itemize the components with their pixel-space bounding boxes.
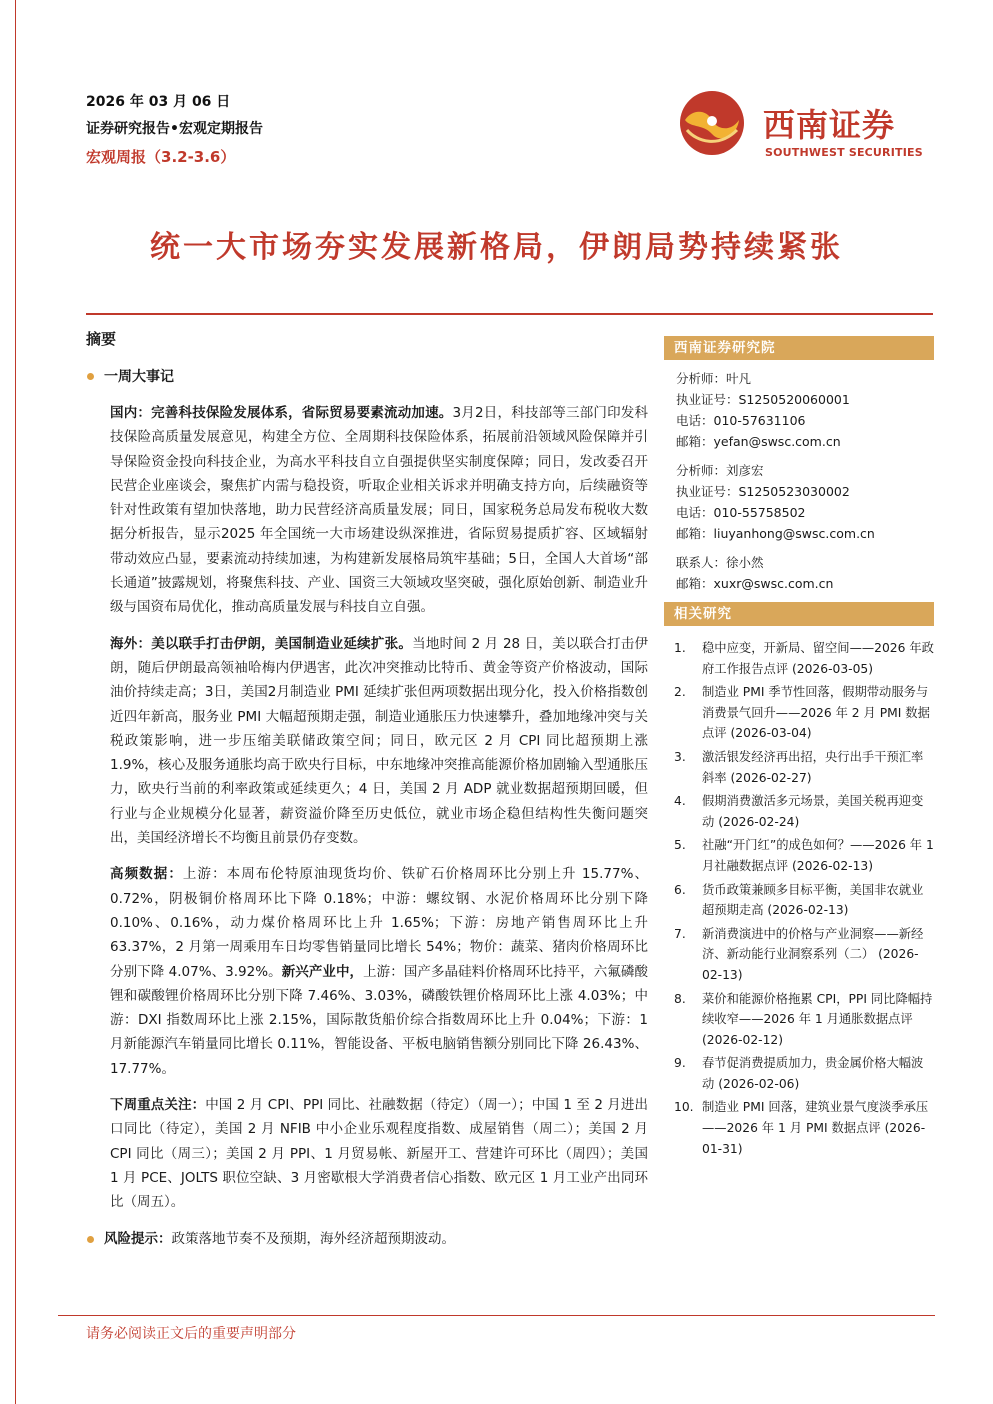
research-number: 2. bbox=[674, 685, 686, 700]
research-number: 8. bbox=[674, 991, 686, 1006]
footer-divider bbox=[58, 1315, 935, 1316]
weekly-events-label: 一周大事记 bbox=[104, 369, 174, 385]
analyst-phone: 电话：010-57631106 bbox=[676, 413, 806, 428]
risk-body: 政策落地节奏不及预期，海外经济超预期波动。 bbox=[171, 1230, 455, 1247]
bullet-dot-icon bbox=[87, 373, 94, 380]
next-week-lead: 下周重点关注： bbox=[110, 1097, 206, 1114]
report-weekly-label: 宏观周报（3.2-3.6） bbox=[86, 148, 236, 166]
research-title: 菜价和能源价格拖累 CPI，PPI 同比降幅持续收窄——2026 年 1 月通胀数据点评 (2026-02-12) bbox=[702, 991, 933, 1047]
company-logo bbox=[679, 90, 929, 162]
next-week-paragraph bbox=[110, 1093, 648, 1214]
contact-card bbox=[676, 552, 934, 594]
research-title: 激活银发经济再出招，央行出手干预汇率斜率 (2026-02-27) bbox=[702, 749, 924, 785]
analyst-phone: 电话：010-55758502 bbox=[676, 505, 806, 520]
contact-email[interactable]: 邮箱：xuxr@swsc.com.cn bbox=[676, 576, 834, 591]
risk-lead: 风险提示： bbox=[104, 1230, 172, 1247]
research-number: 7. bbox=[674, 926, 686, 941]
abstract-section bbox=[86, 328, 648, 1251]
research-number: 3. bbox=[674, 749, 686, 764]
risk-warning bbox=[86, 1227, 648, 1251]
contact-name: 联系人：徐小然 bbox=[676, 555, 764, 570]
research-item[interactable] bbox=[664, 682, 934, 744]
research-number: 4. bbox=[674, 794, 686, 809]
emerging-industry-body: 上游：国产多晶硅料价格周环比持平，六氟磷酸锂和碳酸锂价格周环比分别下降 7.46%、3.03%，磷酸铁锂价格周环比上涨 4.03%；中游：DXI 指数周环比上涨 2.15%，国际散货船价综合指数周环比上升 0.04%；下游：1 月新能源汽车销量同比增长 0.11%，智能设备、平板电脑销售额分别同比下降 26.43%、17.77%。 bbox=[110, 963, 648, 1077]
research-title: 社融“开门红”的成色如何？——2026 年 1 月社融数据点评 (2026-02-13) bbox=[702, 838, 934, 873]
institute-heading: 西南证券研究院 bbox=[664, 336, 934, 360]
domestic-paragraph bbox=[110, 401, 648, 620]
research-item[interactable] bbox=[664, 835, 934, 876]
domestic-body: 3月2日，科技部等三部门印发科技保险高质量发展意见，构建全方位、全周期科技保险体系，拓展前沿领域风险保障并引导保险资金投向科技企业，为高水平科技自立自强提供坚实制度保障；同日，发改委召开民营企业座谈会，聚焦扩内需与稳投资，听取企业相关诉求并明确支持方向，后续融资等针对性政策有望加快落地，助力民营经济高质量发展；同日，国家税务总局发布税收大数据分析报告，显示2025 年全国统一大市场建设纵深推进，省际贸易提质扩容、区域辐射带动效应凸显，要素流动持续加速，为构建新发展格局筑牢基础；5日，全国人大首场“部长通道”披露规划，将聚焦科技、产业、国资三大领域攻坚突破，强化原始创新、制造业升级与国资布局优化，推动高质量发展与科技自立自强。 bbox=[110, 405, 648, 616]
research-title: 制造业 PMI 回落，建筑业景气度淡季承压——2026 年 1 月 PMI 数据点评 (2026-01-31) bbox=[702, 1100, 929, 1156]
high-frequency-lead: 高频数据： bbox=[110, 866, 183, 883]
footer-disclaimer: 请务必阅读正文后的重要声明部分 bbox=[86, 1326, 296, 1342]
analyst-name: 分析师：刘彦宏 bbox=[676, 463, 764, 478]
overseas-body: 当地时间 2 月 28 日，美以联合打击伊朗，随后伊朗最高领袖哈梅内伊遇害，此次冲突推动比特币、黄金等资产价格波动，国际油价持续走高；3日，美国2月制造业 PMI 延续扩张但两项数据出现分化，投入价格指数创近四年新高，服务业 PMI 大幅超预期走强，制造业通胀压力快速攀升，叠加地缘冲突与关税政策影响，进一步压缩美联储政策空间；同日，欧元区 2 月 CPI 同比超预期上涨 1.9%，核心及服务通胀均高于欧央行目标，中东地缘冲突推高能源价格加剧输入型通胀压力，欧央行当前的利率政策或延续更久；4 日，美国 2 月 ADP 就业数据超预期回暖，但行业与企业规模分化显著，薪资溢价降至历史低位，就业市场企稳但结构性失衡问题突出，美国经济增长不均衡且前景仍存变数。 bbox=[110, 635, 649, 847]
analyst-license: 执业证号：S1250523030002 bbox=[676, 484, 850, 499]
title-divider bbox=[86, 313, 933, 315]
analyst-card bbox=[676, 460, 934, 544]
analyst-email[interactable]: 邮箱：yefan@swsc.com.cn bbox=[676, 434, 841, 449]
research-number: 10. bbox=[674, 1100, 694, 1115]
research-item[interactable] bbox=[664, 989, 934, 1051]
research-number: 1. bbox=[674, 641, 686, 655]
analyst-license: 执业证号：S1250520060001 bbox=[676, 392, 850, 407]
next-week-body: 中国 2 月 CPI、PPI 同比、社融数据（待定）（周一）；中国 1 至 2 月进出口同比（待定），美国 2 月 NFIB 中小企业乐观程度指数、成屋销售（周二）；美国 2 月 CPI 同比（周三）；美国 2 月 PPI、1 月贸易帐、新屋开工、营建许可环比（周四）；美国 1 月 PCE、JOLTS 职位空缺、3 月密歇根大学消费者信心指数、欧元区 1 月工业产出同环比（周五）。 bbox=[110, 1097, 648, 1211]
report-date: 2026 年 03 月 06 日 bbox=[86, 94, 231, 110]
logo-mark-icon bbox=[679, 90, 745, 156]
research-title: 货币政策兼顾多目标平衡，美国非农就业超预期走高 (2026-02-13) bbox=[702, 882, 924, 918]
report-series: 证券研究报告•宏观定期报告 bbox=[86, 121, 263, 137]
research-title: 稳中应变，开新局、留空间——2026 年政府工作报告点评 (2026-03-05) bbox=[702, 641, 934, 676]
analyst-email[interactable]: 邮箱：liuyanhong@swsc.com.cn bbox=[676, 526, 875, 541]
research-item[interactable] bbox=[664, 924, 934, 986]
research-title: 假期消费激活多元场景，美国关税再迎变动 (2026-02-24) bbox=[702, 794, 924, 829]
weekly-events-heading bbox=[86, 366, 648, 386]
high-frequency-body: 上游：本周布伦特原油现货均价、铁矿石价格周环比分别上升 15.77%、0.72%，阴极铜价格周环比下降 0.18%；中游：螺纹钢、水泥价格周环比分别下降 0.10%、0.16%，动力煤价格周环比上升 1.65%；下游：房地产销售周环比上升 63.37%，2 月第一周乘用车日均零售销量同比增长 54%；物价：蔬菜、猪肉价格周环比分别下降 4.07%、3.92%。 bbox=[110, 866, 648, 980]
research-number: 5. bbox=[674, 838, 686, 853]
research-title: 春节促消费提质加力，贵金属价格大幅波动 (2026-02-06) bbox=[702, 1056, 924, 1091]
research-item[interactable] bbox=[664, 747, 934, 788]
related-research-heading: 相关研究 bbox=[664, 602, 934, 626]
research-item[interactable] bbox=[664, 880, 934, 921]
report-title: 统一大市场夯实发展新格局，伊朗局势持续紧张 bbox=[150, 230, 843, 265]
research-number: 9. bbox=[674, 1056, 686, 1071]
research-title: 制造业 PMI 季节性回落，假期带动服务与消费景气回升——2026 年 2 月 PMI 数据点评 (2026-03-04) bbox=[702, 685, 930, 741]
overseas-paragraph bbox=[110, 632, 648, 851]
logo-chinese-name: 西南证券 bbox=[763, 106, 896, 144]
emerging-industry-lead: 新兴产业中， bbox=[281, 963, 364, 980]
research-item[interactable] bbox=[664, 791, 934, 832]
sidebar bbox=[664, 336, 934, 1162]
bullet-dot-icon bbox=[87, 1236, 94, 1243]
overseas-lead: 海外：美以联手打击伊朗，美国制造业延续扩张。 bbox=[110, 635, 413, 652]
abstract-heading: 摘要 bbox=[86, 330, 117, 348]
analyst-info bbox=[664, 368, 934, 594]
research-item[interactable] bbox=[664, 638, 934, 679]
research-number: 6. bbox=[674, 882, 686, 897]
domestic-lead: 国内：完善科技保险发展体系，省际贸易要素流动加速。 bbox=[110, 405, 453, 421]
related-research-list bbox=[664, 638, 934, 1159]
analyst-name: 分析师：叶凡 bbox=[676, 371, 752, 386]
research-title: 新消费演进中的价格与产业洞察——新经济、新动能行业洞察系列（二） (2026-02-13) bbox=[702, 926, 924, 982]
logo-english-name: SOUTHWEST SECURITIES bbox=[765, 146, 923, 159]
research-item[interactable] bbox=[664, 1097, 934, 1159]
analyst-card bbox=[676, 368, 934, 452]
research-item[interactable] bbox=[664, 1053, 934, 1094]
high-frequency-paragraph bbox=[110, 862, 648, 1081]
